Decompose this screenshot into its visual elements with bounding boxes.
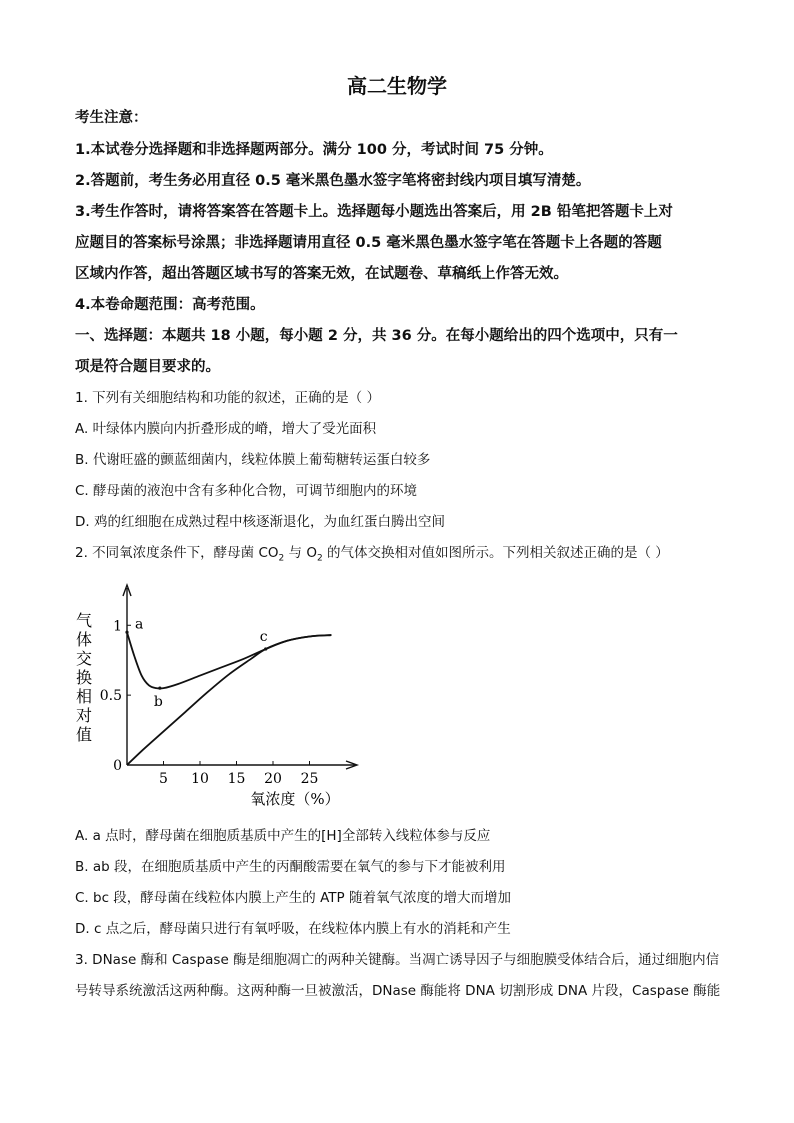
point-label-a: a — [135, 616, 144, 633]
question-1-option-c: C. 酵母菌的液泡中含有多种化合物，可调节细胞内的环境 — [75, 483, 418, 499]
question-1-stem: 1. 下列有关细胞结构和功能的叙述，正确的是（ ） — [75, 390, 380, 406]
stem-part: 的气体交换相对值如图所示。下列相关叙述正确的是（ ） — [322, 545, 669, 561]
x-tick-label: 5 — [159, 771, 168, 787]
question-1-option-b: B. 代谢旺盛的颤蓝细菌内，线粒体膜上葡萄糖转运蛋白较多 — [75, 452, 431, 468]
notice-2: 2.答题前，考生务必用直径 0.5 毫米黑色墨水签字笔将密封线内项目填写清楚。 — [75, 173, 591, 189]
question-3-line-1: 3. DNase 酶和 Caspase 酶是细胞凋亡的两种关键酶。当凋亡诱导因子与细胞膜受体结合后，通过细胞内信 — [75, 952, 720, 968]
point-c — [264, 647, 267, 650]
notice-3: 3.考生作答时，请将答案答在答题卡上。选择题每小题选出答案后，用 2B 铅笔把答题卡上对 — [75, 204, 673, 220]
y-tick-label: 0.5 — [99, 688, 122, 705]
stem-part: 与 O — [284, 545, 317, 561]
y-axis-label: 气体交换相对值 — [75, 611, 93, 744]
point-a — [125, 631, 128, 634]
x-tick-label: 20 — [264, 771, 282, 787]
y-tick-label: 0 — [113, 758, 122, 774]
notice-4: 4.本卷命题范围：高考范围。 — [75, 297, 265, 313]
x-tick-label: 10 — [191, 771, 209, 787]
stem-part: 2. 不同氧浓度条件下，酵母菌 CO — [75, 545, 279, 561]
question-1-option-d: D. 鸡的红细胞在成熟过程中核逐渐退化，为血红蛋白腾出空间 — [75, 514, 445, 530]
notice-heading: 考生注意： — [75, 110, 148, 126]
subscript: 2 — [278, 553, 285, 564]
section-heading: 一、选择题：本题共 18 小题，每小题 2 分，共 36 分。在每小题给出的四个选项中，只有一 — [75, 328, 678, 344]
question-1-option-a: A. 叶绿体内膜向内折叠形成的嵴，增大了受光面积 — [75, 421, 377, 437]
question-3-line-2: 号转导系统激活这两种酶。这两种酶一旦被激活，DNase 酶能将 DNA 切割形成 DNA 片段，Caspase 酶能 — [75, 983, 721, 999]
notice-3-cont2: 区域内作答，超出答题区域书写的答案无效，在试题卷、草稿纸上作答无效。 — [75, 266, 568, 282]
x-tick-label: 25 — [300, 771, 319, 787]
point-b — [158, 687, 161, 690]
gas-exchange-chart — [70, 580, 370, 810]
series-line-1 — [127, 632, 331, 688]
point-label-b: b — [153, 694, 163, 711]
notice-3-cont: 应题目的答案标号涂黑；非选择题请用直径 0.5 毫米黑色墨水签字笔在答题卡上各题的答题 — [75, 235, 662, 251]
y-tick-label: 1 — [113, 618, 122, 635]
x-tick-label: 15 — [227, 771, 246, 787]
page-title: 高二生物学 — [347, 74, 447, 98]
question-2-option-b: B. ab 段，在细胞质基质中产生的丙酮酸需要在氧气的参与下才能被利用 — [75, 859, 506, 875]
x-axis-label: 氧浓度（%） — [250, 790, 340, 808]
section-heading-cont: 项是符合题目要求的。 — [75, 359, 220, 375]
notice-1: 1.本试卷分选择题和非选择题两部分。满分 100 分，考试时间 75 分钟。 — [75, 142, 553, 158]
question-2-option-c: C. bc 段，酵母菌在线粒体内膜上产生的 ATP 随着氧气浓度的增大而增加 — [75, 890, 511, 906]
subscript: 2 — [316, 553, 323, 564]
question-2-stem — [75, 543, 725, 569]
point-label-c: c — [259, 629, 268, 646]
question-2-option-d: D. c 点之后，酵母菌只进行有氧呼吸，在线粒体内膜上有水的消耗和产生 — [75, 921, 511, 937]
question-2-option-a: A. a 点时，酵母菌在细胞质基质中产生的[H]全部转入线粒体参与反应 — [75, 828, 491, 844]
